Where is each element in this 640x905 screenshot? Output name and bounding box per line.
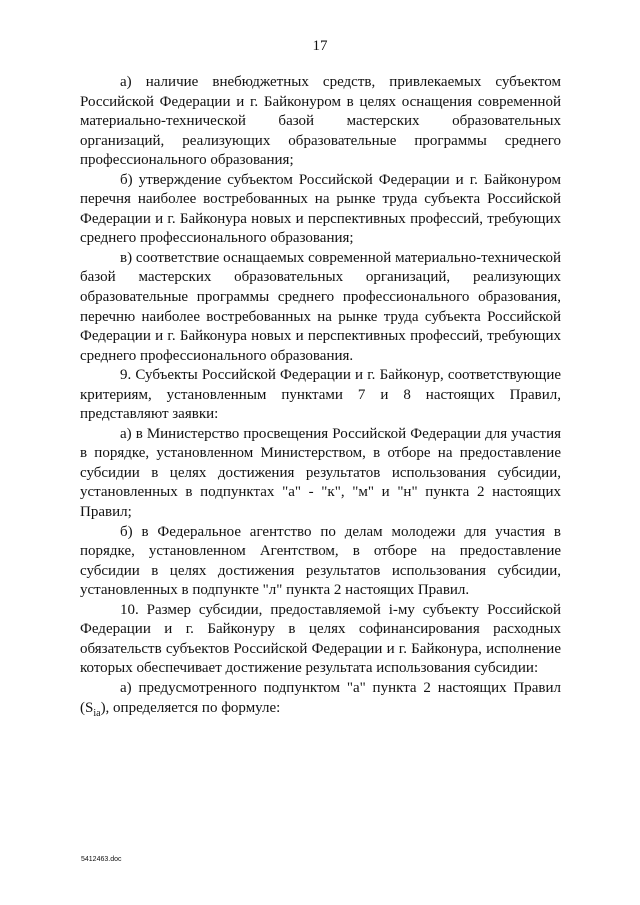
document-body xyxy=(80,73,561,718)
paragraph-item-10-a-start: а) предусмотренного подпунктом "а" пункта 2 настоящих Правил (S xyxy=(80,679,561,716)
paragraph-item-9-a: а) в Министерство просвещения Российской Федерации для участия в порядке, установленном Министерством, в отборе на предоставление субсидии в целях достижения результатов использования субсидии, установленных в подпунктах "а" - "к", "м" и "н" пункта 2 настоящих Правил; xyxy=(80,425,561,521)
paragraph-item-10: 10. Размер субсидии, предоставляемой i-му субъекту Российской Федерации и г. Байконуру в целях софинансирования расходных обязательств субъектов Российской Федерации и г. Байконура, исполнение которых обеспечивает достижение результата использования субсидии: xyxy=(80,601,561,677)
paragraph-criterion-v: в) соответствие оснащаемых современной материально-технической базой мастерских образовательных организаций, реализующих образовательные программы среднего профессионального образования, перечню наиболее востребованных на рынке труда субъекта Российской Федерации и г. Байконура новых и перспективных профессий, требующих среднего профессионального образования. xyxy=(80,249,561,364)
paragraph-item-9-b: б) в Федеральное агентство по делам молодежи для участия в порядке, установленном Агентством, в отборе на предоставление субсидии в целях достижения результатов использования субсидии, установленных в подпункте "л" пункта 2 настоящих Правил. xyxy=(80,523,561,599)
paragraph-criterion-b: б) утверждение субъектом Российской Федерации и г. Байконуром перечня наиболее востребованных на рынке труда субъекта Российской Федерации и г. Байконура новых и перспективных профессий, требующих среднего профессионального образования; xyxy=(80,171,561,247)
paragraph-item-10-a xyxy=(80,679,561,718)
paragraph-criterion-a: а) наличие внебюджетных средств, привлекаемых субъектом Российской Федерации и г. Байконуром в целях оснащения современной материально-технической базой мастерских образовательных организаций, реализующих образовательные программы среднего профессионального образования; xyxy=(80,74,561,169)
footer-file-name: 5412463.doc xyxy=(81,856,122,863)
paragraph-item-9: 9. Субъекты Российской Федерации и г. Байконур, соответствующие критериям, установленным пунктами 7 и 8 настоящих Правил, представляют заявки: xyxy=(80,367,561,423)
paragraph-item-10-a-end: ), определяется по формуле: xyxy=(100,699,281,716)
subsidy-subscript: ia xyxy=(93,707,101,719)
page-number: 17 xyxy=(312,38,328,54)
